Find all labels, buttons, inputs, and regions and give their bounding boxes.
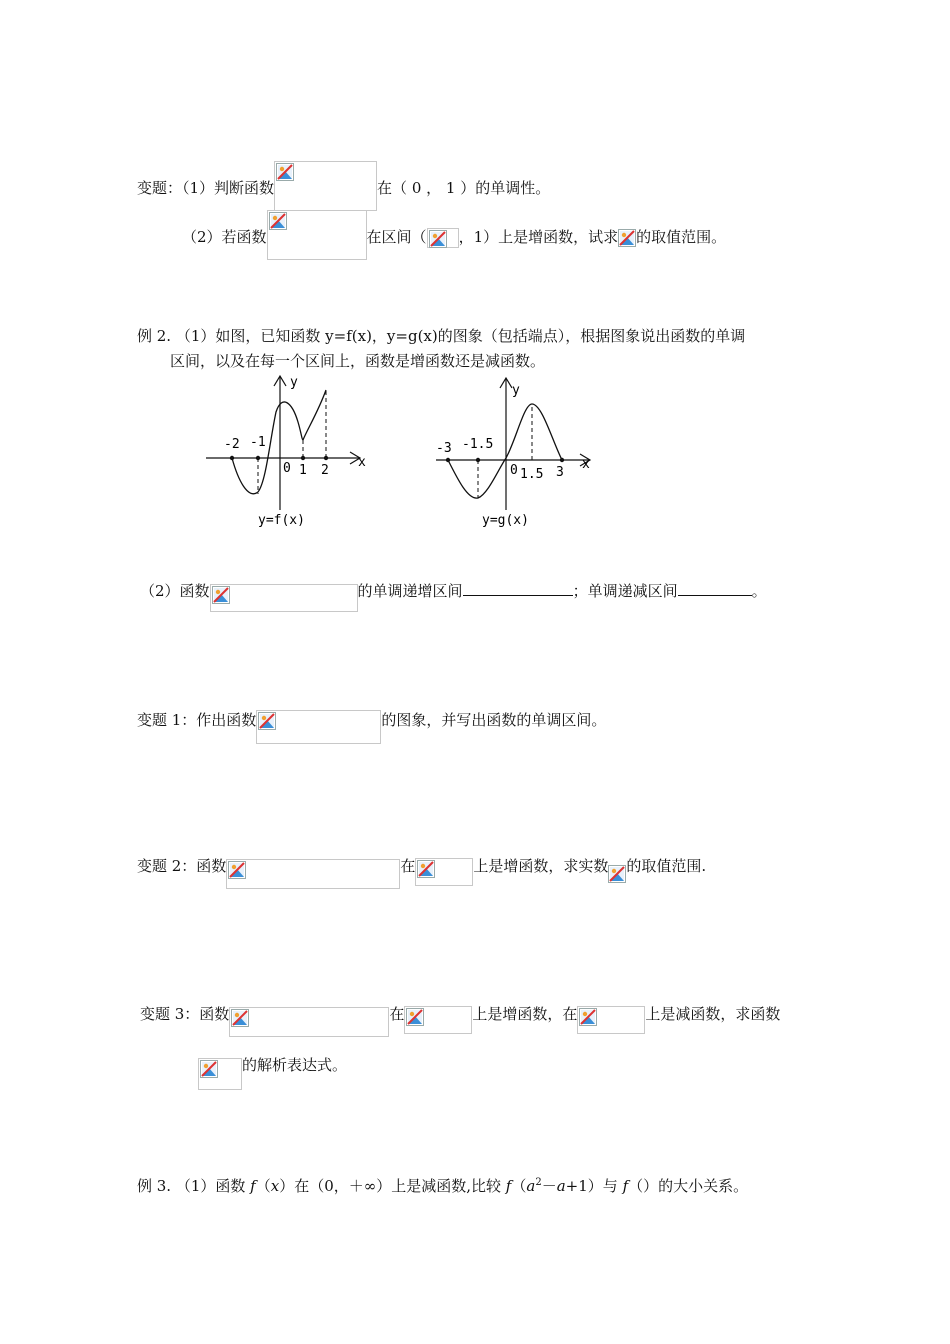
broken-image-icon	[228, 861, 246, 879]
variant-1: 变题 1：作出函数 的图象，并写出函数的单调区间。	[137, 704, 606, 738]
broken-image-icon	[618, 229, 636, 247]
formula-image	[274, 161, 377, 211]
formula-image	[415, 858, 473, 886]
tick-label: -1	[250, 435, 266, 450]
answer-blank[interactable]	[463, 581, 573, 596]
broken-image-icon	[276, 163, 294, 181]
variant-0-line-1: 变题：（1）判断函数 在（ 0 ， 1 ）的单调性。	[137, 164, 550, 214]
broken-image-icon	[608, 865, 626, 883]
formula-image	[256, 710, 381, 744]
tick-label: -3	[436, 441, 452, 456]
graph-caption: y=f(x)	[258, 513, 305, 528]
broken-image-icon	[579, 1008, 597, 1026]
formula-image	[404, 1006, 472, 1034]
broken-image-icon	[200, 1060, 218, 1078]
tick-label: 2	[321, 463, 329, 478]
tick-label: 3	[556, 465, 564, 480]
example-2-line-2: 区间，以及在每一个区间上，函数是增函数还是减函数。	[170, 352, 546, 370]
graph-caption: y=g(x)	[482, 513, 529, 528]
broken-image-icon	[417, 860, 435, 878]
answer-blank[interactable]	[678, 581, 752, 596]
formula-image	[198, 1058, 242, 1090]
tick-label: 1	[299, 463, 307, 478]
example-2-part-2: （2）函数 的单调递增区间 ；单调递减区间 。	[140, 578, 767, 606]
tick-label: 1.5	[520, 467, 544, 482]
y-axis-label: y	[290, 375, 298, 390]
tick-label: -1.5	[462, 437, 494, 452]
graph-f	[200, 370, 380, 530]
variant-2: 变题 2：函数 在 上是增函数，求实数 的取值范围.	[137, 852, 706, 882]
broken-image-icon	[429, 230, 447, 248]
formula-image	[577, 1006, 645, 1034]
tick-label: -2	[224, 437, 240, 452]
variant-3-line-1: 变题 3：函数 在 上是增函数，在 上是减函数，求函数	[140, 1000, 780, 1030]
tick-label: 0	[510, 463, 518, 478]
example-3: 例 3. （1）函数 f（x）在（0，＋∞）上是减函数,比较 $f(a^2-a+1)$与 f（）的大小关系。	[137, 1177, 749, 1195]
example-2-line-1: 例 2. （1）如图，已知函数 y=f(x)，y=g(x)的图象（包括端点），根据图象说出函数的单调	[137, 327, 746, 345]
variant-0-line-2: （2）若函数 在区间（ ，1）上是增函数，试求 的取值范围。	[182, 213, 726, 263]
y-axis-label: y	[512, 383, 520, 398]
formula-image	[267, 210, 367, 260]
broken-image-icon	[212, 586, 230, 604]
broken-image-icon	[406, 1008, 424, 1026]
broken-image-icon	[231, 1009, 249, 1027]
tick-label: 0	[283, 461, 291, 476]
formula-image	[210, 584, 358, 612]
x-axis-label: x	[582, 457, 590, 472]
broken-image-icon	[258, 712, 276, 730]
formula-image	[427, 228, 459, 248]
broken-image-icon	[269, 212, 287, 230]
graph-g	[430, 370, 610, 530]
x-axis-label: x	[358, 455, 366, 470]
formula-image	[226, 859, 400, 889]
variant-3-line-2: 的解析表达式。	[198, 1050, 347, 1082]
formula-image	[229, 1007, 389, 1037]
